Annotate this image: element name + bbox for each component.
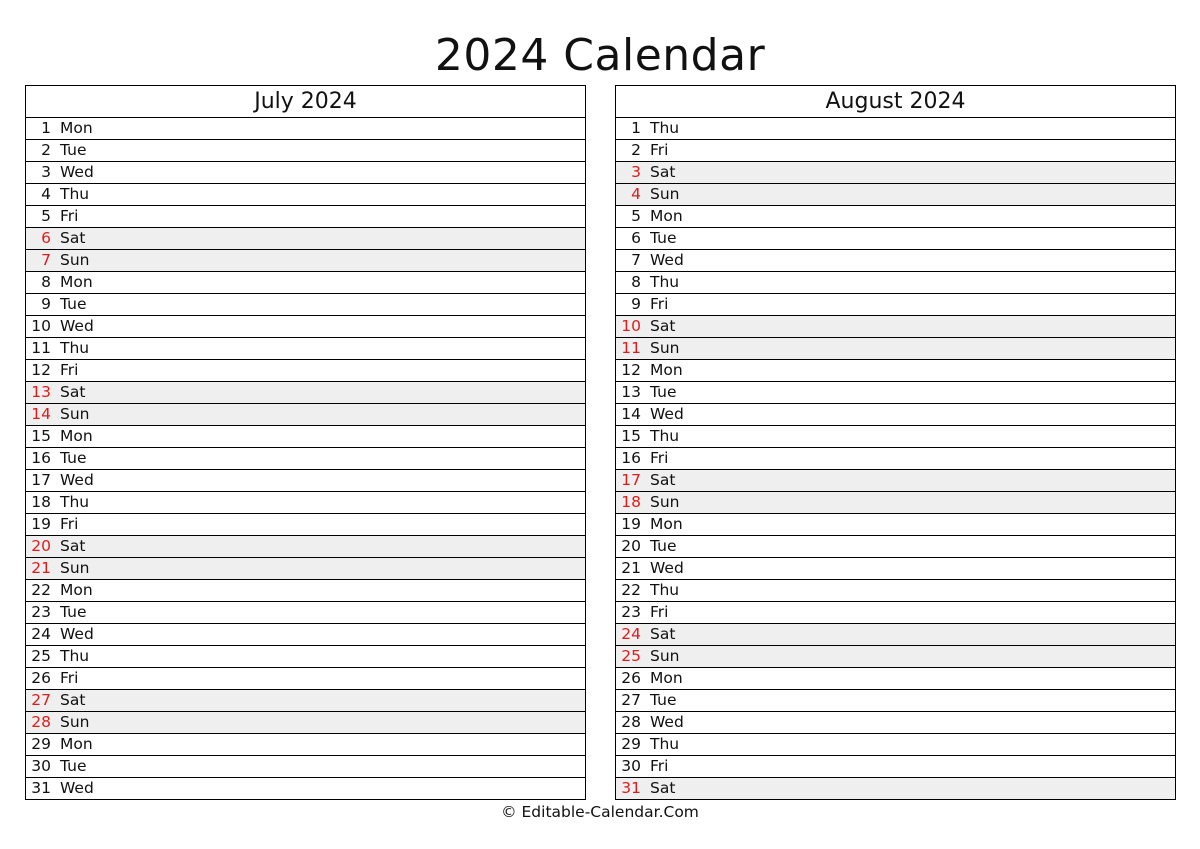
weekday-name: Mon bbox=[60, 427, 93, 445]
day-number: 25 bbox=[621, 647, 641, 665]
day-row bbox=[26, 294, 585, 316]
weekday-name: Thu bbox=[60, 185, 90, 203]
weekday-name: Thu bbox=[650, 581, 680, 599]
day-row bbox=[616, 668, 1175, 690]
day-row bbox=[616, 426, 1175, 448]
day-number: 15 bbox=[621, 427, 641, 445]
day-row bbox=[26, 250, 585, 272]
day-number: 1 bbox=[41, 119, 51, 137]
day-row bbox=[26, 162, 585, 184]
day-list bbox=[26, 118, 585, 799]
day-row bbox=[26, 646, 585, 668]
day-number: 7 bbox=[631, 251, 641, 269]
weekday-name: Sat bbox=[60, 537, 86, 555]
day-number: 11 bbox=[621, 339, 641, 357]
day-row bbox=[26, 536, 585, 558]
day-number: 16 bbox=[621, 449, 641, 467]
day-row bbox=[616, 470, 1175, 492]
day-number: 29 bbox=[621, 735, 641, 753]
weekday-name: Fri bbox=[60, 207, 79, 225]
weekday-name: Sun bbox=[650, 339, 680, 357]
day-row bbox=[26, 184, 585, 206]
day-number: 9 bbox=[41, 295, 51, 313]
weekday-name: Sat bbox=[650, 471, 676, 489]
day-row bbox=[616, 184, 1175, 206]
day-row bbox=[26, 734, 585, 756]
weekday-name: Fri bbox=[650, 757, 669, 775]
weekday-name: Sun bbox=[60, 405, 90, 423]
day-number: 26 bbox=[621, 669, 641, 687]
weekday-name: Thu bbox=[60, 493, 90, 511]
day-row bbox=[26, 140, 585, 162]
day-number: 28 bbox=[621, 713, 641, 731]
day-row bbox=[26, 690, 585, 712]
weekday-name: Sat bbox=[60, 691, 86, 709]
day-number: 30 bbox=[621, 757, 641, 775]
weekday-name: Sun bbox=[650, 493, 680, 511]
day-number: 23 bbox=[621, 603, 641, 621]
day-list bbox=[616, 118, 1175, 799]
month-july-2024 bbox=[25, 85, 586, 800]
weekday-name: Thu bbox=[650, 273, 680, 291]
day-row bbox=[616, 316, 1175, 338]
weekday-name: Sat bbox=[650, 317, 676, 335]
day-row bbox=[26, 228, 585, 250]
day-number: 17 bbox=[31, 471, 51, 489]
weekday-name: Fri bbox=[60, 515, 79, 533]
day-number: 19 bbox=[31, 515, 51, 533]
day-row bbox=[616, 712, 1175, 734]
weekday-name: Mon bbox=[60, 119, 93, 137]
day-number: 13 bbox=[621, 383, 641, 401]
weekday-name: Sun bbox=[60, 251, 90, 269]
weekday-name: Sat bbox=[650, 625, 676, 643]
day-number: 18 bbox=[621, 493, 641, 511]
day-number: 8 bbox=[41, 273, 51, 291]
day-row bbox=[26, 668, 585, 690]
day-row bbox=[26, 118, 585, 140]
weekday-name: Sun bbox=[60, 713, 90, 731]
weekday-name: Mon bbox=[60, 273, 93, 291]
day-number: 2 bbox=[631, 141, 641, 159]
day-row bbox=[616, 272, 1175, 294]
day-row bbox=[26, 316, 585, 338]
day-number: 11 bbox=[31, 339, 51, 357]
day-row bbox=[616, 294, 1175, 316]
day-row bbox=[616, 624, 1175, 646]
day-number: 16 bbox=[31, 449, 51, 467]
day-row bbox=[616, 558, 1175, 580]
weekday-name: Tue bbox=[650, 537, 677, 555]
day-number: 7 bbox=[41, 251, 51, 269]
day-row bbox=[616, 360, 1175, 382]
day-row bbox=[616, 228, 1175, 250]
day-row bbox=[616, 690, 1175, 712]
weekday-name: Fri bbox=[650, 141, 669, 159]
day-row bbox=[616, 404, 1175, 426]
weekday-name: Fri bbox=[650, 449, 669, 467]
weekday-name: Thu bbox=[60, 339, 90, 357]
day-row bbox=[26, 404, 585, 426]
weekday-name: Tue bbox=[650, 383, 677, 401]
day-number: 21 bbox=[31, 559, 51, 577]
weekday-name: Mon bbox=[650, 669, 683, 687]
day-number: 1 bbox=[631, 119, 641, 137]
day-number: 12 bbox=[621, 361, 641, 379]
weekday-name: Thu bbox=[650, 119, 680, 137]
month-august-2024 bbox=[615, 85, 1176, 800]
day-number: 10 bbox=[31, 317, 51, 335]
weekday-name: Wed bbox=[60, 163, 94, 181]
weekday-name: Wed bbox=[60, 471, 94, 489]
day-number: 28 bbox=[31, 713, 51, 731]
weekday-name: Sun bbox=[650, 647, 680, 665]
day-number: 12 bbox=[31, 361, 51, 379]
day-number: 2 bbox=[41, 141, 51, 159]
day-row bbox=[616, 492, 1175, 514]
day-number: 24 bbox=[31, 625, 51, 643]
copyright-footer: © Editable-Calendar.Com bbox=[501, 803, 699, 821]
weekday-name: Thu bbox=[60, 647, 90, 665]
day-number: 26 bbox=[31, 669, 51, 687]
day-number: 14 bbox=[621, 405, 641, 423]
day-row bbox=[616, 382, 1175, 404]
day-number: 3 bbox=[41, 163, 51, 181]
weekday-name: Tue bbox=[60, 449, 87, 467]
day-row bbox=[26, 602, 585, 624]
weekday-name: Wed bbox=[650, 251, 684, 269]
day-row bbox=[616, 448, 1175, 470]
day-number: 27 bbox=[621, 691, 641, 709]
weekday-name: Wed bbox=[650, 405, 684, 423]
day-number: 22 bbox=[621, 581, 641, 599]
day-row bbox=[26, 778, 585, 799]
day-number: 8 bbox=[631, 273, 641, 291]
weekday-name: Thu bbox=[650, 427, 680, 445]
day-number: 29 bbox=[31, 735, 51, 753]
month-title: July 2024 bbox=[26, 86, 585, 118]
day-row bbox=[26, 426, 585, 448]
weekday-name: Fri bbox=[60, 361, 79, 379]
weekday-name: Fri bbox=[650, 603, 669, 621]
weekday-name: Tue bbox=[60, 141, 87, 159]
day-row bbox=[26, 580, 585, 602]
weekday-name: Mon bbox=[60, 581, 93, 599]
day-row bbox=[616, 206, 1175, 228]
day-number: 19 bbox=[621, 515, 641, 533]
day-number: 20 bbox=[31, 537, 51, 555]
weekday-name: Tue bbox=[60, 757, 87, 775]
weekday-name: Mon bbox=[60, 735, 93, 753]
day-number: 10 bbox=[621, 317, 641, 335]
weekday-name: Tue bbox=[60, 295, 87, 313]
day-row bbox=[616, 646, 1175, 668]
weekday-name: Wed bbox=[60, 625, 94, 643]
day-row bbox=[616, 734, 1175, 756]
day-row bbox=[616, 602, 1175, 624]
weekday-name: Thu bbox=[650, 735, 680, 753]
day-number: 30 bbox=[31, 757, 51, 775]
day-row bbox=[616, 162, 1175, 184]
day-row bbox=[616, 756, 1175, 778]
day-row bbox=[616, 140, 1175, 162]
weekday-name: Sat bbox=[650, 779, 676, 797]
weekday-name: Mon bbox=[650, 207, 683, 225]
day-row bbox=[26, 272, 585, 294]
weekday-name: Wed bbox=[60, 779, 94, 797]
day-row bbox=[26, 470, 585, 492]
weekday-name: Wed bbox=[650, 713, 684, 731]
weekday-name: Wed bbox=[650, 559, 684, 577]
weekday-name: Sat bbox=[650, 163, 676, 181]
day-number: 25 bbox=[31, 647, 51, 665]
day-number: 24 bbox=[621, 625, 641, 643]
day-number: 31 bbox=[31, 779, 51, 797]
day-row bbox=[26, 712, 585, 734]
month-title: August 2024 bbox=[616, 86, 1175, 118]
day-number: 14 bbox=[31, 405, 51, 423]
day-row bbox=[616, 118, 1175, 140]
day-row bbox=[616, 536, 1175, 558]
day-row bbox=[26, 382, 585, 404]
weekday-name: Tue bbox=[650, 691, 677, 709]
day-number: 27 bbox=[31, 691, 51, 709]
day-number: 20 bbox=[621, 537, 641, 555]
weekday-name: Mon bbox=[650, 515, 683, 533]
weekday-name: Sun bbox=[60, 559, 90, 577]
day-row bbox=[616, 250, 1175, 272]
day-number: 6 bbox=[631, 229, 641, 247]
day-number: 4 bbox=[631, 185, 641, 203]
weekday-name: Wed bbox=[60, 317, 94, 335]
day-number: 6 bbox=[41, 229, 51, 247]
day-number: 23 bbox=[31, 603, 51, 621]
day-number: 18 bbox=[31, 493, 51, 511]
day-row bbox=[26, 756, 585, 778]
day-row bbox=[616, 778, 1175, 799]
day-row bbox=[26, 338, 585, 360]
day-number: 31 bbox=[621, 779, 641, 797]
weekday-name: Tue bbox=[650, 229, 677, 247]
day-row bbox=[26, 492, 585, 514]
day-number: 22 bbox=[31, 581, 51, 599]
day-number: 5 bbox=[631, 207, 641, 225]
day-row bbox=[26, 360, 585, 382]
weekday-name: Fri bbox=[650, 295, 669, 313]
page-title: 2024 Calendar bbox=[434, 30, 766, 81]
day-row bbox=[26, 558, 585, 580]
day-row bbox=[26, 514, 585, 536]
weekday-name: Fri bbox=[60, 669, 79, 687]
day-number: 5 bbox=[41, 207, 51, 225]
day-number: 9 bbox=[631, 295, 641, 313]
day-number: 21 bbox=[621, 559, 641, 577]
day-number: 3 bbox=[631, 163, 641, 181]
day-number: 13 bbox=[31, 383, 51, 401]
weekday-name: Sun bbox=[650, 185, 680, 203]
day-row bbox=[26, 448, 585, 470]
day-number: 17 bbox=[621, 471, 641, 489]
weekday-name: Tue bbox=[60, 603, 87, 621]
day-row bbox=[616, 514, 1175, 536]
weekday-name: Sat bbox=[60, 383, 86, 401]
weekday-name: Sat bbox=[60, 229, 86, 247]
weekday-name: Mon bbox=[650, 361, 683, 379]
day-row bbox=[26, 206, 585, 228]
day-number: 4 bbox=[41, 185, 51, 203]
day-row bbox=[26, 624, 585, 646]
day-row bbox=[616, 580, 1175, 602]
day-number: 15 bbox=[31, 427, 51, 445]
day-row bbox=[616, 338, 1175, 360]
